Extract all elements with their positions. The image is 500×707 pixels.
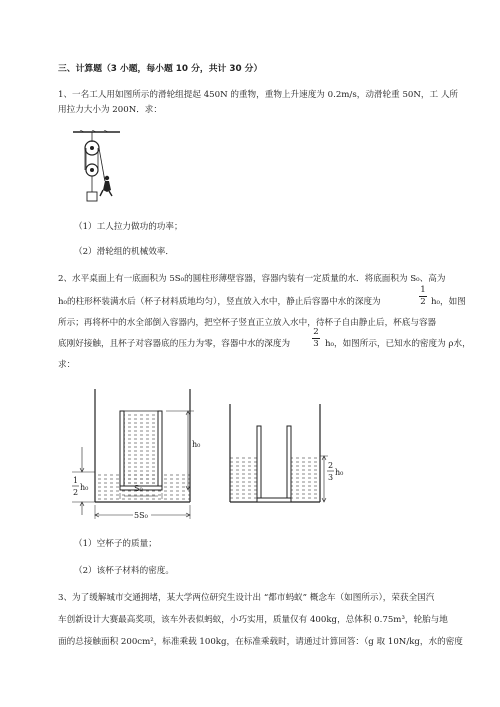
- fraction-numerator: 1: [420, 285, 426, 295]
- q1-text-line1: 1、一名工人用如图所示的滑轮组提起 450N 的重物，重物上升速度为 0.2m/s，动滑轮重 50N，工 人所: [58, 90, 459, 100]
- label-half-num: 1: [73, 476, 79, 485]
- q2-text-line2a: h₀的柱形杯装满水后（杯子材料质地均匀），竖直放入水中，静止后容器中水的深度为: [58, 297, 381, 307]
- q2-fraction-half: [418, 285, 428, 308]
- q2-text-line4b: h₀，如图所示，已知水的密度为 ρ水，: [325, 339, 471, 349]
- q2-sub1: （1）空杯子的质量；: [74, 539, 157, 549]
- label-5s0: 5S₀: [134, 511, 148, 520]
- label-two-h0: h₀: [335, 468, 344, 477]
- q1-sub2: （2）滑轮组的机械效率．: [74, 247, 174, 257]
- label-half-h0: h₀: [80, 483, 89, 492]
- q3-text-line3: 面的总接触面积 200cm²，标准乘载 100kg，在标准乘载时，请通过计算回答：（g 取 10N/kg，水的密度: [58, 637, 463, 647]
- q2-text-line5: 求：: [58, 360, 76, 370]
- q2-fraction-two-thirds: [311, 327, 321, 350]
- fraction-denominator: 2: [420, 297, 426, 307]
- label-two-den: 3: [328, 473, 334, 482]
- section-title: 三、计算题（3 小题，每小题 10 分，共计 30 分）: [58, 64, 263, 74]
- q2-text-line4a: 底刚好接触，且杯子对容器底的压力为零，容器中水的深度为: [58, 339, 291, 349]
- label-s0: S₀: [134, 484, 143, 493]
- fraction-numerator: 2: [313, 327, 319, 337]
- q2-figure-left: [68, 385, 218, 523]
- q1-sub1: （1）工人拉力做功的功率；: [74, 222, 183, 232]
- label-two-num: 2: [328, 461, 334, 470]
- q2-text-line1: 2、水平桌面上有一底面积为 5S₀的圆柱形薄壁容器，容器内装有一定质量的水．将底面积为 S₀、高为: [58, 274, 446, 284]
- q2-figure-right: [224, 400, 374, 520]
- pulley-figure: [70, 130, 130, 212]
- q3-text-line1: 3、为了缓解城市交通拥堵，某大学两位研究生设计出 “都市蚂蚁” 概念车（如图所示），荣获全国汽: [58, 593, 435, 603]
- label-h0: h₀: [192, 440, 201, 449]
- q3-text-line2: 车创新设计大赛最高奖项，该车外表似蚂蚁，小巧实用，质量仅有 400kg，总体积 0.75m³，轮胎与地: [58, 615, 448, 625]
- fraction-denominator: 3: [313, 339, 319, 349]
- q2-text-line3: 所示；再将杯中的水全部倒入容器内，把空杯子竖直正立放入水中，待杯子自由静止后，杯底与容器: [58, 318, 437, 328]
- q1-text-line2: 用拉力大小为 200N．求：: [58, 105, 162, 115]
- label-half-den: 2: [73, 488, 79, 497]
- q2-text-line2b: h₀，如图: [431, 297, 466, 307]
- q2-sub2: （2）该杯子材料的密度。: [74, 566, 174, 576]
